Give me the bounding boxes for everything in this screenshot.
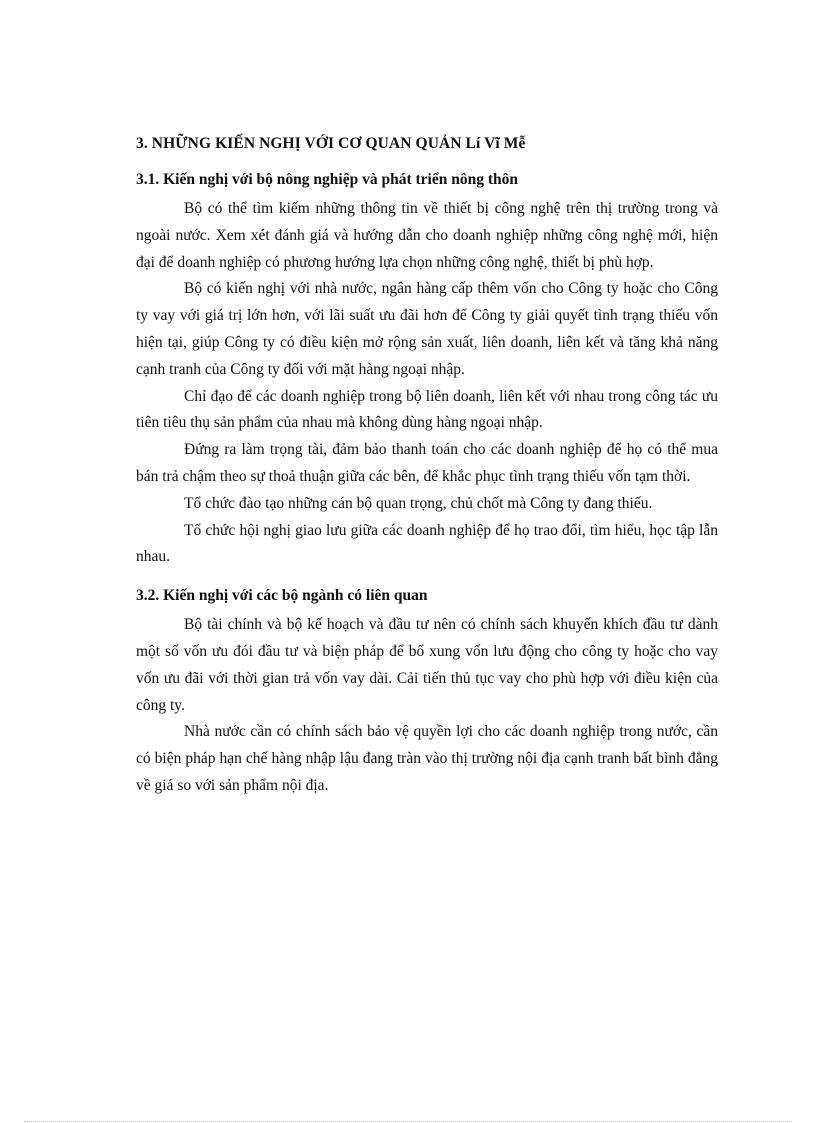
section-3-1 bbox=[136, 169, 718, 571]
paragraph: Tổ chức hội nghị giao lưu giữa các doanh nghiệp để họ trao đổi, tìm hiểu, học tập lẫn nhau. bbox=[136, 521, 718, 566]
section-heading: 3.2. Kiến nghị với các bộ ngành có liên quan bbox=[136, 587, 428, 605]
section-heading: 3.1. Kiến nghị với bộ nông nghiệp và phát triển nông thôn bbox=[136, 171, 518, 188]
section-3-2 bbox=[136, 585, 718, 800]
page-bottom-rule bbox=[24, 1121, 792, 1122]
paragraph: Chỉ đạo để các doanh nghiệp trong bộ liên doanh, liên kết với nhau trong công tác ưu tiên tiêu thụ sản phẩm của nhau mà không dùng hàng ngoại nhập. bbox=[136, 387, 718, 432]
main-heading: 3. NHỮNG KIẾN NGHỊ VỚI CƠ QUAN QUẢN Lí Vĩ Mễ bbox=[136, 135, 526, 152]
paragraph: Nhà nước cần có chính sách bảo vệ quyền lợi cho các doanh nghiệp trong nước, cần có biện pháp hạn chế hàng nhập lậu đang tràn vào thị trường nội địa cạnh tranh bất bình đẳng về giá so với sản phẩm nội địa. bbox=[136, 723, 718, 794]
paragraph: Đứng ra làm trọng tài, đảm bảo thanh toán cho các doanh nghiệp để họ có thể mua bán trả chậm theo sự thoả thuận giữa các bên, để khắc phục tình trạng thiếu vốn tạm thời. bbox=[136, 441, 718, 485]
document-body bbox=[136, 133, 718, 814]
paragraph: Bộ có kiến nghị với nhà nước, ngân hàng cấp thêm vốn cho Công ty hoặc cho Công ty vay với giá trị lớn hơn, với lãi suất ưu đãi hơn để Công ty giải quyết tình trạng thiếu vốn hiện tại, giúp Công ty có điều kiện mở rộng sản xuất, liên doanh, liên kết và tăng khả năng cạnh tranh của Công ty đối với mặt hàng ngoại nhập. bbox=[136, 280, 718, 378]
paragraph: Bộ có thể tìm kiếm những thông tin về thiết bị công nghệ trên thị trường trong và ngoài nước. Xem xét đánh giá và hướng dẫn cho doanh nghiệp những công nghệ mới, hiện đại để doanh nghiệp có phương hướng lựa chọn những công nghệ, thiết bị phù hợp. bbox=[136, 200, 718, 271]
paragraph: Bộ tài chính và bộ kế hoạch và đầu tư nên có chính sách khuyến khích đầu tư dành một số vốn ưu đói đầu tư và biện pháp để bổ xung vốn lưu động cho công ty hoặc cho vay vốn ưu đãi với thời gian trả vốn vay dài. Cải tiến thủ tục vay cho phù hợp với điều kiện của công ty. bbox=[136, 616, 718, 714]
paragraph: Tổ chức đào tạo những cán bộ quan trọng, chủ chốt mà Công ty đang thiếu. bbox=[184, 494, 653, 512]
